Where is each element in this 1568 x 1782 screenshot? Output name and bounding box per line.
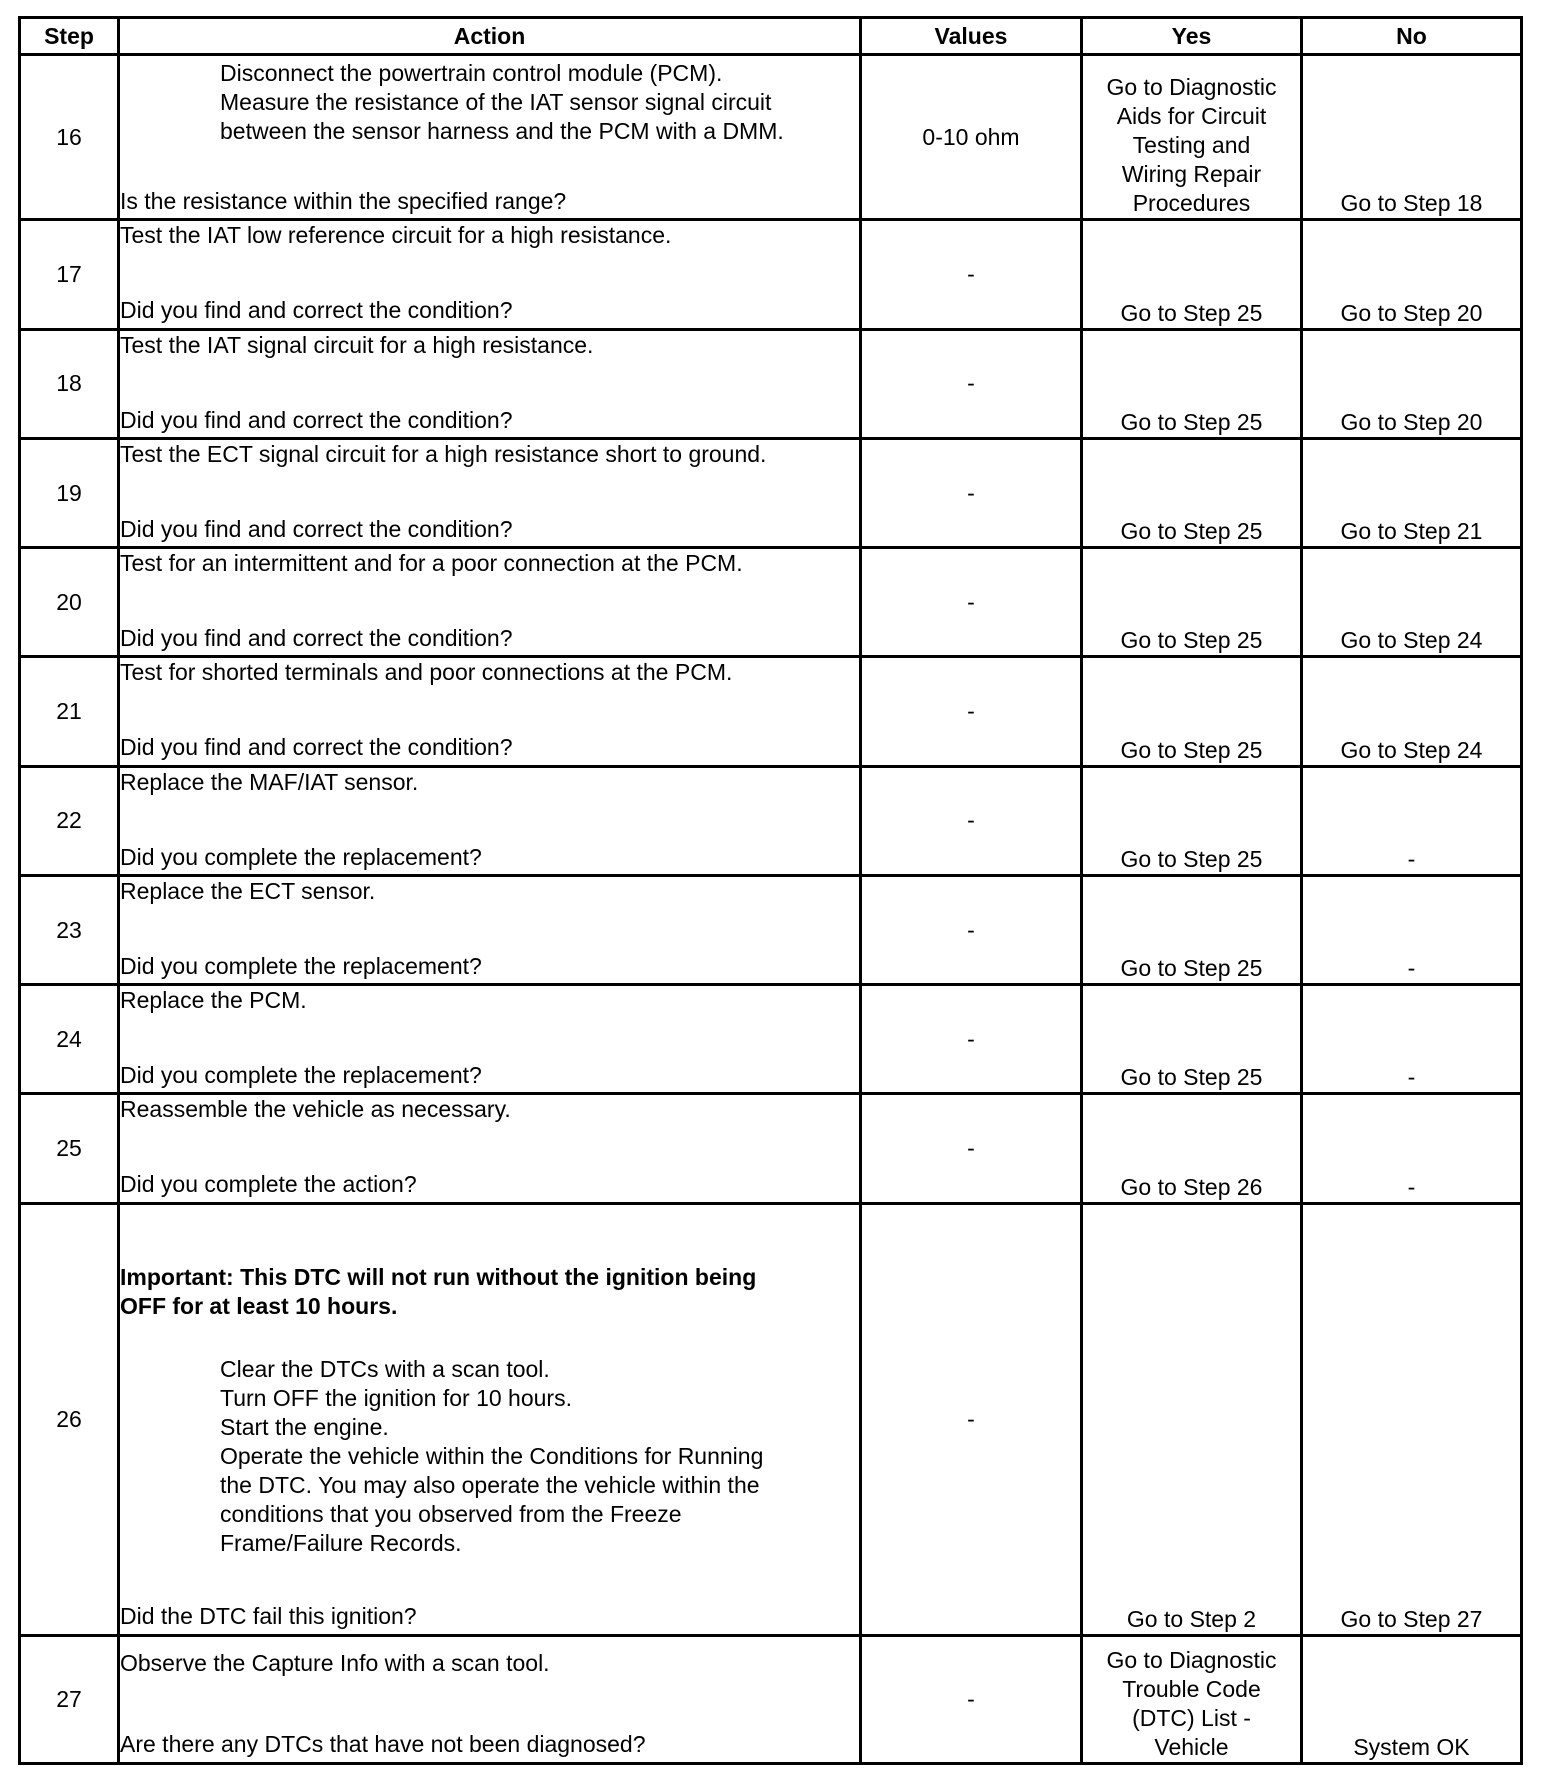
action-text: Turn OFF the ignition for 10 hours.	[220, 1384, 572, 1411]
action-text: Replace the PCM.	[120, 987, 307, 1014]
action-question: Did you find and correct the condition?	[120, 297, 513, 324]
yes-cell: Go to Step 26	[1082, 1094, 1302, 1203]
table-row	[20, 220, 1522, 329]
header-values: Values	[861, 18, 1082, 55]
step-number: 18	[20, 329, 119, 438]
no-cell: Go to Step 27	[1302, 1203, 1522, 1635]
yes-text: Aids for Circuit	[1116, 103, 1267, 130]
action-text: Replace the ECT sensor.	[120, 877, 376, 904]
yes-cell: Go to Step 25	[1082, 985, 1302, 1094]
action-text: Test the IAT low reference circuit for a high resistance.	[120, 222, 672, 249]
action-cell	[119, 875, 861, 984]
action-cell	[119, 548, 861, 657]
action-cell	[119, 985, 861, 1094]
header-step: Step	[20, 18, 119, 55]
action-text: between the sensor harness and the PCM with a DMM.	[220, 118, 784, 144]
yes-text: Trouble Code	[1122, 1676, 1261, 1702]
table-row	[20, 766, 1522, 875]
step-number: 19	[20, 438, 119, 547]
no-cell: Go to Step 21	[1302, 438, 1522, 547]
action-cell	[119, 1094, 861, 1203]
table-row	[20, 1094, 1522, 1203]
yes-cell: Go to Step 25	[1082, 438, 1302, 547]
action-text: Start the engine.	[220, 1413, 389, 1440]
yes-text: (DTC) List -	[1132, 1705, 1251, 1731]
step-number: 17	[20, 220, 119, 329]
values-cell: 0-10 ohm	[861, 55, 1082, 220]
step-number: 27	[20, 1635, 119, 1763]
action-text: conditions that you observed from the Freeze	[220, 1500, 682, 1527]
values-cell: -	[861, 1203, 1082, 1635]
action-question: Did you find and correct the condition?	[120, 515, 513, 542]
values-cell: -	[861, 548, 1082, 657]
action-text: Observe the Capture Info with a scan tool.	[120, 1649, 550, 1676]
no-cell: Go to Step 24	[1302, 657, 1522, 766]
yes-cell: Go to Step 25	[1082, 220, 1302, 329]
values-cell: -	[861, 438, 1082, 547]
action-text: Replace the MAF/IAT sensor.	[120, 768, 419, 795]
yes-cell: Go to Step 25	[1082, 329, 1302, 438]
step-number: 26	[20, 1203, 119, 1635]
step-number: 24	[20, 985, 119, 1094]
step-number: 23	[20, 875, 119, 984]
action-text: Clear the DTCs with a scan tool.	[220, 1355, 550, 1382]
yes-cell: Go to Step 25	[1082, 548, 1302, 657]
action-cell	[119, 329, 861, 438]
action-text: Measure the resistance of the IAT sensor signal circuit	[220, 89, 772, 115]
action-question: Did you complete the replacement?	[120, 1062, 482, 1089]
values-cell: -	[861, 985, 1082, 1094]
no-cell: Go to Step 18	[1302, 55, 1522, 220]
action-cell	[119, 657, 861, 766]
yes-cell: Go to Step 2	[1082, 1203, 1302, 1635]
action-question: Did you complete the action?	[120, 1171, 417, 1198]
table-row	[20, 329, 1522, 438]
action-text: Reassemble the vehicle as necessary.	[120, 1096, 511, 1123]
important-note	[120, 1263, 859, 1321]
action-question: Did you find and correct the condition?	[120, 625, 513, 652]
values-cell: -	[861, 657, 1082, 766]
action-question: Did the DTC fail this ignition?	[120, 1602, 417, 1629]
table-row	[20, 657, 1522, 766]
header-yes: Yes	[1082, 18, 1302, 55]
yes-cell: Go to Step 25	[1082, 766, 1302, 875]
yes-cell: Go to Step 25	[1082, 657, 1302, 766]
header-action: Action	[119, 18, 861, 55]
yes-cell	[1082, 1635, 1302, 1763]
no-cell: System OK	[1302, 1635, 1522, 1763]
yes-text: Testing and	[1132, 132, 1251, 159]
action-question: Did you complete the replacement?	[120, 843, 482, 870]
yes-text: Go to Diagnostic	[1106, 74, 1277, 101]
action-text: the DTC. You may also operate the vehicle within the	[220, 1471, 760, 1498]
values-cell: -	[861, 1635, 1082, 1763]
action-text: Test for an intermittent and for a poor connection at the PCM.	[120, 550, 743, 577]
yes-text: Wiring Repair	[1121, 161, 1262, 188]
no-cell: -	[1302, 875, 1522, 984]
table-row	[20, 1203, 1522, 1635]
yes-text: Vehicle	[1154, 1734, 1229, 1760]
yes-text: Procedures	[1132, 190, 1251, 217]
action-question: Did you complete the replacement?	[120, 952, 482, 979]
header-no: No	[1302, 18, 1522, 55]
no-cell: Go to Step 24	[1302, 548, 1522, 657]
no-cell: -	[1302, 1094, 1522, 1203]
step-number: 20	[20, 548, 119, 657]
action-cell	[119, 220, 861, 329]
no-cell: -	[1302, 766, 1522, 875]
action-cell	[119, 55, 861, 220]
table-row	[20, 875, 1522, 984]
table-row	[20, 1635, 1522, 1763]
no-cell: Go to Step 20	[1302, 220, 1522, 329]
no-cell: Go to Step 20	[1302, 329, 1522, 438]
values-cell: -	[861, 766, 1082, 875]
action-text: Test the ECT signal circuit for a high resistance short to ground.	[120, 440, 767, 467]
action-text: Operate the vehicle within the Conditions for Running	[220, 1442, 764, 1469]
important-text: Important: This DTC will not run without the ignition being	[120, 1263, 757, 1290]
yes-cell	[1082, 55, 1302, 220]
table-row	[20, 55, 1522, 220]
action-question: Did you find and correct the condition?	[120, 734, 513, 761]
values-cell: -	[861, 875, 1082, 984]
action-question: Did you find and correct the condition?	[120, 406, 513, 433]
values-cell: -	[861, 329, 1082, 438]
yes-text: Go to Diagnostic	[1106, 1647, 1277, 1673]
step-number: 25	[20, 1094, 119, 1203]
action-question: Is the resistance within the specified range?	[120, 188, 567, 214]
step-number: 16	[20, 55, 119, 220]
values-cell: -	[861, 1094, 1082, 1203]
table-row	[20, 985, 1522, 1094]
action-text: Test for shorted terminals and poor connections at the PCM.	[120, 659, 733, 686]
action-cell	[119, 1635, 861, 1763]
table-row	[20, 548, 1522, 657]
diagnostic-table	[18, 16, 1523, 1765]
step-number: 21	[20, 657, 119, 766]
table-row	[20, 438, 1522, 547]
action-question: Are there any DTCs that have not been diagnosed?	[120, 1730, 646, 1757]
important-text: OFF for at least 10 hours.	[120, 1292, 398, 1319]
yes-cell: Go to Step 25	[1082, 875, 1302, 984]
action-text: Disconnect the powertrain control module (PCM).	[220, 60, 723, 86]
procedure-list	[120, 1355, 859, 1558]
step-number: 22	[20, 766, 119, 875]
no-cell: -	[1302, 985, 1522, 1094]
header-row	[20, 18, 1522, 55]
action-cell	[119, 438, 861, 547]
action-cell	[119, 766, 861, 875]
values-cell: -	[861, 220, 1082, 329]
action-text: Test the IAT signal circuit for a high resistance.	[120, 331, 594, 358]
action-cell	[119, 1203, 861, 1635]
action-text: Frame/Failure Records.	[220, 1529, 462, 1556]
